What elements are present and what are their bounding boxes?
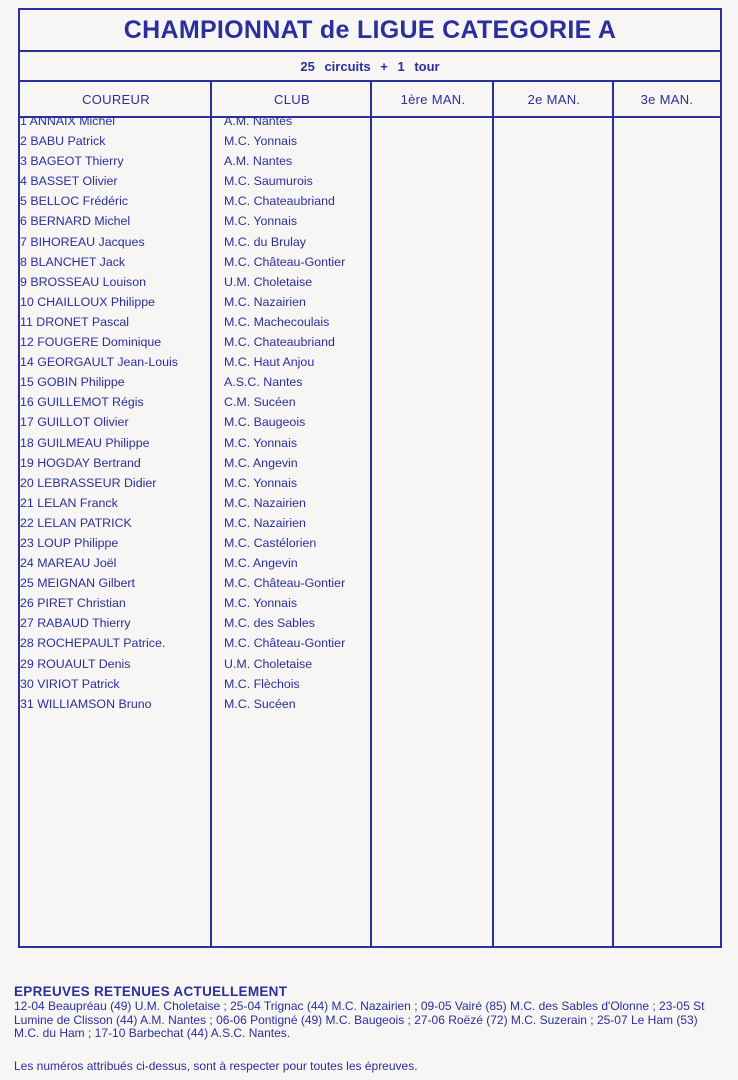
- rider-name: 22 LELAN PATRICK: [20, 515, 132, 530]
- rider-club: M.C. Yonnais: [224, 435, 298, 450]
- table-row: [18, 131, 378, 151]
- table-row: [18, 332, 378, 352]
- table-row: [18, 232, 378, 252]
- rider-name: 7 BIHOREAU Jacques: [20, 234, 145, 249]
- column-header-club: CLUB: [212, 82, 372, 118]
- table-row: [18, 412, 378, 432]
- column-header-heat-3: 3e MAN.: [614, 82, 720, 118]
- table-row: [18, 312, 378, 332]
- rider-club: A.M. Nantes: [224, 114, 293, 128]
- rider-club: M.C. du Brulay: [224, 234, 306, 249]
- rider-name: 9 BROSSEAU Louison: [20, 274, 147, 289]
- rider-club: M.C. Haut Anjou: [224, 355, 315, 370]
- rider-name: 8 BLANCHET Jack: [20, 254, 126, 269]
- rider-name: 24 MAREAU Joël: [20, 556, 117, 571]
- rider-club: U.M. Choletaise: [224, 656, 313, 671]
- column-divider: [612, 82, 614, 946]
- rider-club: M.C. Nazairien: [224, 495, 306, 510]
- table-row: [18, 573, 378, 593]
- rider-name: 17 GUILLOT Olivier: [20, 415, 129, 430]
- rider-club: M.C. Yonnais: [224, 214, 298, 229]
- table-row: [18, 392, 378, 412]
- table-row: [18, 372, 378, 392]
- rider-club: M.C. Angevin: [224, 556, 298, 571]
- table-row: [18, 171, 378, 191]
- table-row: [18, 433, 378, 453]
- rider-name: 2 BABU Patrick: [20, 134, 106, 149]
- table-row: [18, 252, 378, 272]
- table-row: [18, 211, 378, 231]
- column-divider: [492, 82, 494, 946]
- rider-name: 20 LEBRASSEUR Didier: [20, 475, 157, 490]
- rider-name: 27 RABAUD Thierry: [20, 616, 131, 631]
- rider-name: 28 ROCHEPAULT Patrice.: [20, 636, 166, 651]
- column-header-heat-2: 2e MAN.: [494, 82, 614, 118]
- column-header-heat-1: 1ère MAN.: [372, 82, 494, 118]
- rider-club: M.C. Chateaubriand: [224, 194, 335, 209]
- rider-name: 31 WILLIAMSON Bruno: [20, 696, 152, 711]
- rider-name: 4 BASSET Olivier: [20, 174, 118, 189]
- rider-club: M.C. Saumurois: [224, 174, 313, 189]
- rider-club: A.S.C. Nantes: [224, 375, 303, 390]
- rider-club: M.C. Sucéen: [224, 696, 296, 711]
- rider-name: 30 VIRIOT Patrick: [20, 676, 120, 691]
- table-row: [18, 613, 378, 633]
- numbering-note: Les numéros attribués ci-dessus, sont à respecter pour toutes les épreuves.: [14, 1059, 418, 1073]
- rider-club: C.M. Sucéen: [224, 395, 296, 410]
- rider-club: M.C. Flèchois: [224, 676, 300, 691]
- rider-name: 14 GEORGAULT Jean-Louis: [20, 355, 178, 370]
- rider-name: 10 CHAILLOUX Philippe: [20, 294, 155, 309]
- rider-name: 3 BAGEOT Thierry: [20, 154, 124, 169]
- table-row: [18, 292, 378, 312]
- rider-name: 19 HOGDAY Bertrand: [20, 455, 141, 470]
- table-row: [18, 533, 378, 553]
- table-row: [18, 513, 378, 533]
- rider-name: 16 GUILLEMOT Régis: [20, 395, 144, 410]
- table-row: [18, 191, 378, 211]
- rider-club: M.C. Château-Gontier: [224, 636, 346, 651]
- rider-name: 26 PIRET Christian: [20, 596, 126, 611]
- rider-name: 12 FOUGERE Dominique: [20, 335, 162, 350]
- rider-club: M.C. Chateaubriand: [224, 335, 335, 350]
- table-row: [18, 633, 378, 653]
- table-row: [18, 272, 378, 292]
- rider-club: M.C. Château-Gontier: [224, 254, 346, 269]
- rider-name: 23 LOUP Philippe: [20, 535, 119, 550]
- rider-name: 11 DRONET Pascal: [20, 314, 130, 329]
- table-row: [18, 593, 378, 613]
- events-heading: EPREUVES RETENUES ACTUELLEMENT: [14, 984, 288, 999]
- race-format: 25 circuits + 1 tour: [20, 52, 720, 82]
- rider-name: 21 LELAN Franck: [20, 495, 118, 510]
- table-row: [18, 553, 378, 573]
- events-list: 12-04 Beaupréau (49) U.M. Choletaise ; 25-04 Trignac (44) M.C. Nazairien ; 09-05 Vairé (85) M.C. des Sables d'Olonne ; 23-05 St Lumine de Clisson (44) A.M. Nantes ; 06-06 Pontigné (49) M.C. Baugeois ; 27-06 Roëzé (72) M.C. Suzerain ; 25-07 Le Ham (53) M.C. du Ham ; 17-10 Barbechat (44) A.S.C. Nantes.: [14, 999, 705, 1040]
- rider-club: M.C. Castélorien: [224, 535, 317, 550]
- rider-name: 25 MEIGNAN Gilbert: [20, 576, 135, 591]
- table-row: [18, 493, 378, 513]
- rider-name: 6 BERNARD Michel: [20, 214, 131, 229]
- column-header-rider: COUREUR: [20, 82, 212, 118]
- rider-club: U.M. Choletaise: [224, 274, 313, 289]
- rider-name: 1 ANNAIX Michel: [20, 114, 116, 128]
- rider-club: A.M. Nantes: [224, 154, 293, 169]
- rider-name: 15 GOBIN Philippe: [20, 375, 125, 390]
- rider-club: M.C. Nazairien: [224, 294, 306, 309]
- rider-name: 5 BELLOC Frédéric: [20, 194, 129, 209]
- table-row: [18, 453, 378, 473]
- table-row: [18, 151, 378, 171]
- page-title: CHAMPIONNAT de LIGUE CATEGORIE A: [20, 10, 720, 52]
- rider-list: [18, 111, 378, 714]
- table-row: [18, 674, 378, 694]
- table-row: [18, 694, 378, 714]
- table-row: [18, 473, 378, 493]
- table-row: [18, 352, 378, 372]
- rider-club: M.C. Angevin: [224, 455, 298, 470]
- rider-club: M.C. Machecoulais: [224, 314, 330, 329]
- rider-club: M.C. Yonnais: [224, 475, 298, 490]
- rider-club: M.C. Nazairien: [224, 515, 306, 530]
- table-row: [18, 654, 378, 674]
- rider-club: M.C. Baugeois: [224, 415, 306, 430]
- rider-name: 18 GUILMEAU Philippe: [20, 435, 150, 450]
- rider-club: M.C. des Sables: [224, 616, 315, 631]
- rider-club: M.C. Château-Gontier: [224, 576, 346, 591]
- rider-club: M.C. Yonnais: [224, 596, 298, 611]
- rider-name: 29 ROUAULT Denis: [20, 656, 131, 671]
- table-row: [18, 111, 378, 131]
- rider-club: M.C. Yonnais: [224, 134, 298, 149]
